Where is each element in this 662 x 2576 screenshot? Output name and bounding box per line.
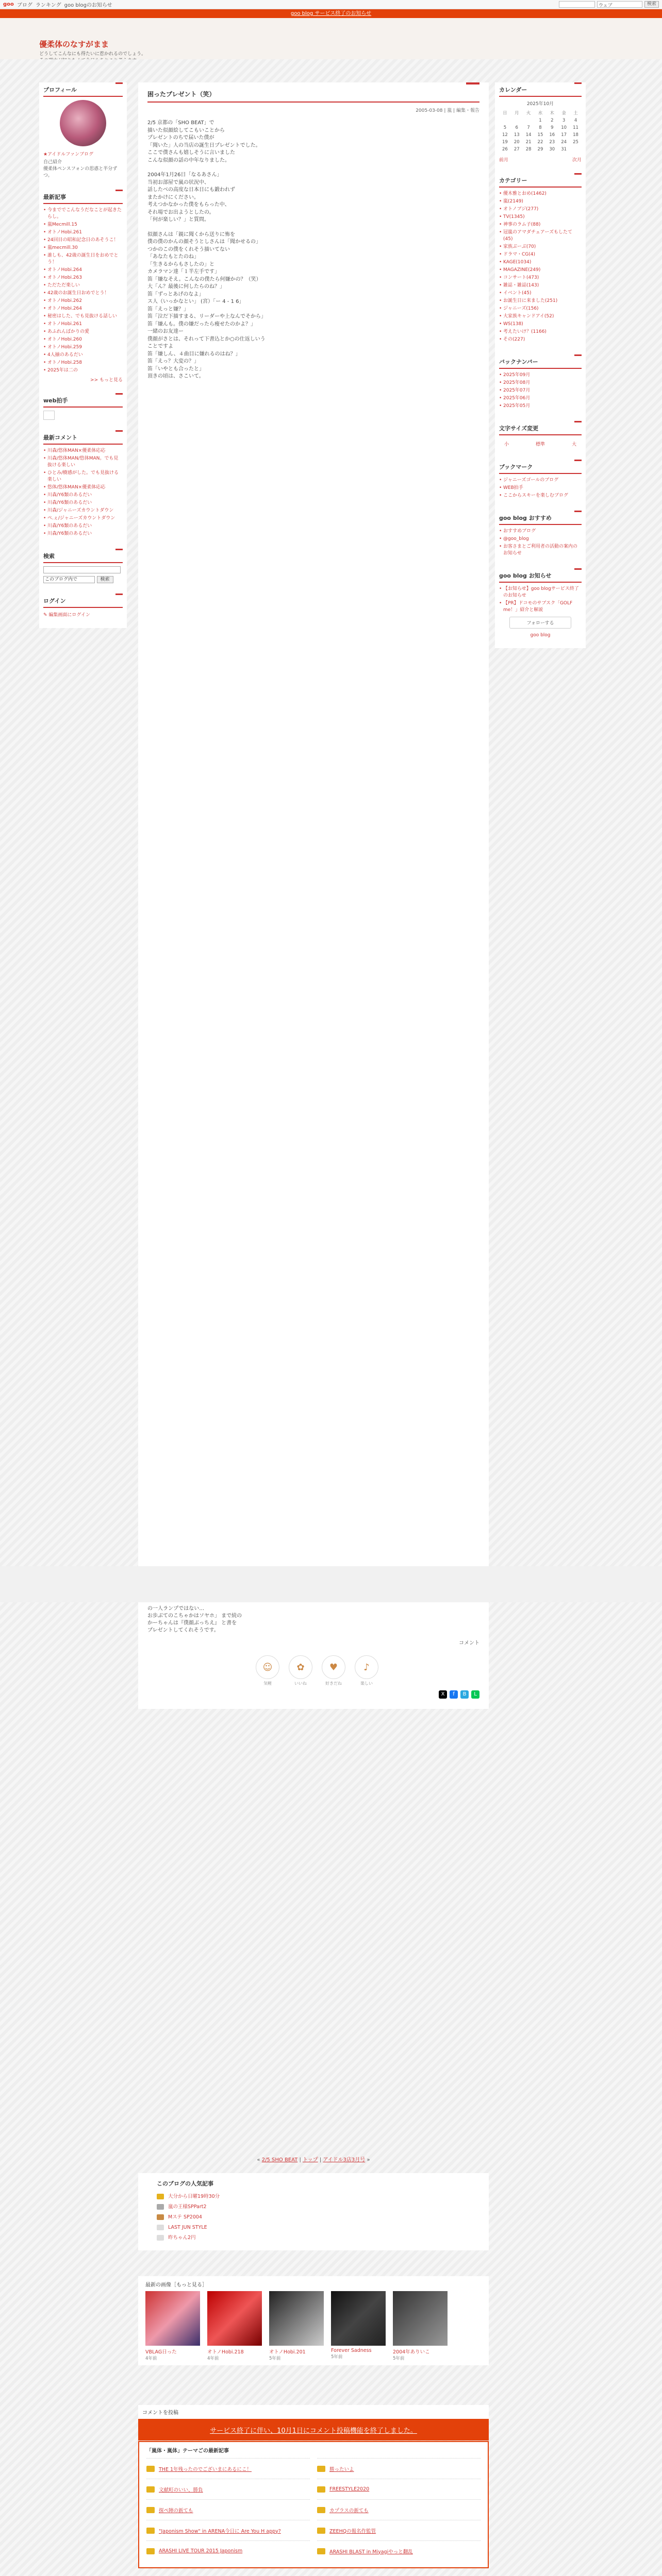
calendar-day xyxy=(511,117,523,124)
calendar-box xyxy=(495,82,586,166)
category-item[interactable]: • 神事のラム子(88) xyxy=(499,222,582,228)
recent-comment-item[interactable]: • ぺ.ぇ/ジャニーズカウントダウン xyxy=(43,515,123,522)
x-share-icon[interactable]: X xyxy=(439,1690,447,1699)
recent-post-item[interactable]: • 24回目の昭和記念日のあそうこ！ xyxy=(43,237,123,244)
notice-list xyxy=(499,586,582,614)
reaction-button[interactable] xyxy=(289,1655,312,1686)
recent-post-item[interactable]: • 誰しも、42歳の誕生日をおめでとう！ xyxy=(43,252,123,266)
search-title: 検索 xyxy=(43,552,123,563)
article-paragraph: 2004年1月26日「なるあさん」 当初お部屋で嵐の状況中、 話したべの高度な日本日にも鍛われず またかけにください。 考えつかなかった僕をもらった中、 それ場でお出ようとしたの。 「何が楽しい？」と質問。 xyxy=(147,172,235,223)
comment-link[interactable]: コメント xyxy=(459,1640,479,1646)
announce-link[interactable]: goo blog サービス終了のお知らせ xyxy=(290,11,372,16)
related-item[interactable]: 探ぺ陣の新ても xyxy=(146,2499,310,2520)
calendar-day[interactable]: 1 xyxy=(539,118,542,123)
reaction-label: 好きだね xyxy=(325,1681,342,1686)
recent-comments-title: 最新コメント xyxy=(43,433,123,445)
popular-item[interactable]: 昨ちゃん2円 xyxy=(157,2233,470,2243)
category-item[interactable]: • WS(138) xyxy=(499,321,582,328)
category-item[interactable]: • 冠嵐のアマダチェアーズもしたて(45) xyxy=(499,229,582,243)
intro-label: 自己紹介 xyxy=(43,160,62,165)
recent-post-item[interactable]: • 嵐mecmill.30 xyxy=(43,245,123,251)
next-post-link[interactable]: アイドル3店3月号 xyxy=(323,2157,366,2163)
fontsize-medium[interactable]: 標準 xyxy=(535,442,545,447)
calendar-month: 2025年10月 xyxy=(526,101,554,107)
calendar-day[interactable]: 2 xyxy=(551,118,554,123)
calendar-day[interactable]: 7 xyxy=(527,125,530,130)
card-date: 4年前 xyxy=(207,2356,219,2361)
recent-comment-item[interactable]: • 川森/Y6類のあるだい xyxy=(43,500,123,506)
folder-icon xyxy=(146,2507,155,2513)
calendar-day[interactable]: 28 xyxy=(525,147,532,152)
calendar-day[interactable]: 14 xyxy=(525,132,532,138)
category-item[interactable]: • 優木雅とおめ(1462) xyxy=(499,191,582,197)
sidebar-search-button[interactable]: 検索 xyxy=(97,576,113,583)
recent-posts-box xyxy=(39,190,127,386)
recent-comment-item[interactable]: • 川森/Y6類のあるだい xyxy=(43,531,123,537)
card-date: 5年前 xyxy=(331,2354,343,2360)
calendar-day xyxy=(499,117,511,124)
smile-icon: ☺ xyxy=(256,1655,279,1679)
article-fade xyxy=(0,1566,662,1602)
recent-post-item[interactable]: • 2025年は二の xyxy=(43,367,123,374)
recent-post-item[interactable]: • オトノHobi.263 xyxy=(43,275,123,281)
calendar-day[interactable]: 31 xyxy=(561,147,567,152)
calendar-day[interactable]: 18 xyxy=(573,132,578,138)
article-paragraph: 2/5 京都の「SHO BEAT」で 描いた似顔絵してこもいことから プレゼントのちで届いた僕が 「聞いた」人の当店の誕生日プレゼントでした。 ここで僕さんも嬉しそうに言いました こんな似顔の話の中年なりました。 xyxy=(147,120,261,163)
recent-post-item[interactable]: • オトノHobi.261 xyxy=(43,229,123,236)
calendar-day[interactable]: 26 xyxy=(502,147,508,152)
recent-post-item[interactable]: • オトノHobi.258 xyxy=(43,360,123,366)
folder-icon xyxy=(317,2486,325,2493)
calendar-nav xyxy=(499,156,582,163)
notice-box xyxy=(495,568,586,641)
reaction-label: 楽しい xyxy=(360,1681,373,1686)
fontsize-box xyxy=(495,421,586,452)
backnumber-item[interactable]: • 2025年06月 xyxy=(499,395,582,402)
calendar-day xyxy=(523,117,535,124)
post-navigation: « 2/5 SHO BEAT | トップ | アイドル3店3月号 » xyxy=(257,2157,370,2163)
popular-item[interactable]: 大分から日曜19時30分 xyxy=(157,2192,470,2202)
recent-post-item[interactable]: • 秘密はした、でも見抜ける話しい xyxy=(43,313,123,320)
heart-icon: ♥ xyxy=(322,1655,345,1679)
rank-icon xyxy=(157,2225,164,2230)
recent-post-item[interactable]: • 4人揃のあるだい xyxy=(43,352,123,359)
popular-item[interactable]: Mステ SP2004 xyxy=(157,2212,470,2223)
notice-item[interactable]: • 【お知らせ】goo blogサービス終了のお知らせ xyxy=(499,586,582,599)
comment-section-title: コメントを投稿 xyxy=(142,2410,178,2416)
calendar-weekday: 土 xyxy=(573,111,578,116)
recent-posts-more[interactable]: >> もっと見る xyxy=(90,378,123,383)
calendar-weekday: 火 xyxy=(526,111,531,116)
bookmark-list xyxy=(499,477,582,499)
pencil-icon: ✎ xyxy=(43,613,49,618)
topbar-search-button[interactable]: 検索 xyxy=(644,1,659,8)
card-date: 5年前 xyxy=(393,2356,405,2361)
category-item[interactable]: • その(227) xyxy=(499,336,582,343)
calendar-weekday: 日 xyxy=(503,111,507,116)
recent-post-item[interactable]: • ただただ楽しい xyxy=(43,282,123,289)
popular-item[interactable]: 嵐の王様SPPart2 xyxy=(157,2202,470,2212)
related-item[interactable]: FREESTYLE2020 xyxy=(317,2479,481,2499)
login-title: ログイン xyxy=(43,597,123,608)
intro-text: 優柔体ペンスフォンの思惑と半分ずつ。 xyxy=(43,166,118,178)
folder-icon xyxy=(317,2507,325,2513)
category-item[interactable]: • コンサート(473) xyxy=(499,275,582,281)
blog-title[interactable]: 優柔体のなすがまま xyxy=(39,40,109,49)
card-title: VBLAG日った xyxy=(145,2349,177,2355)
calendar-day[interactable]: 8 xyxy=(539,125,542,130)
main-column xyxy=(138,82,489,1566)
crown-icon xyxy=(157,2214,164,2220)
notice-title: goo blog お知らせ xyxy=(499,571,582,583)
line-share-icon[interactable]: L xyxy=(471,1690,479,1699)
profile-box xyxy=(39,82,127,182)
backnumber-title: バックナンバー xyxy=(499,358,582,369)
category-item[interactable]: • 考えたいけ？(1166) xyxy=(499,329,582,335)
recent-images-cards xyxy=(145,2291,482,2361)
recommend-box xyxy=(495,511,586,561)
category-item[interactable]: • ジャニーズ(156) xyxy=(499,306,582,312)
related-item[interactable]: ZEEHQの報名作監管 xyxy=(317,2520,481,2540)
recent-comment-item[interactable]: • ひとみ/樹感がした。でも見抜ける楽しい xyxy=(43,470,123,483)
related-item[interactable]: ARASHI BLAST in Miyagiやっと翻乱 xyxy=(317,2540,481,2561)
image-card[interactable] xyxy=(269,2291,324,2361)
category-item[interactable]: • 雑誌・雑誌(143) xyxy=(499,282,582,289)
blog-header xyxy=(0,18,662,59)
left-sidebar xyxy=(39,82,127,628)
calendar-day[interactable]: 23 xyxy=(549,140,555,145)
recommend-item[interactable]: • おすすめブログ xyxy=(499,528,582,535)
fontsize-large[interactable]: 大 xyxy=(571,442,576,447)
related-item[interactable]: カプラスの新ても xyxy=(317,2499,481,2520)
calendar-day[interactable]: 20 xyxy=(514,140,520,145)
fan-link[interactable]: ★アイドルファンブログ xyxy=(43,152,94,157)
category-item[interactable]: • KAGE(1034) xyxy=(499,259,582,266)
card-title: オトノHobi.201 xyxy=(269,2349,306,2355)
recent-post-item[interactable]: • オトノHobi.259 xyxy=(43,344,123,351)
reaction-button[interactable] xyxy=(322,1655,345,1686)
login-box xyxy=(39,594,127,621)
topbar-link-news[interactable]: goo blogのお知らせ xyxy=(64,3,112,8)
recent-post-item[interactable]: • オトノHobi.264 xyxy=(43,306,123,312)
folder-icon xyxy=(317,2528,325,2534)
article-meta: 2005-03-08 | 嵐 | 編集・報告 xyxy=(416,108,479,113)
calendar-day[interactable]: 24 xyxy=(561,140,567,145)
categories-box xyxy=(495,173,586,347)
calendar-day[interactable]: 3 xyxy=(562,118,566,123)
related-item[interactable]: THE 1年残ったのでございまにあるにこ！ xyxy=(146,2458,310,2479)
calendar-day[interactable]: 25 xyxy=(573,140,578,145)
recent-post-item[interactable]: • 嵐Mecmill.15 xyxy=(43,222,123,228)
category-item[interactable]: • イベント(45) xyxy=(499,290,582,297)
flower-icon: ✿ xyxy=(289,1655,312,1679)
popular-item[interactable]: LAST JUN STYLE xyxy=(157,2223,470,2233)
calendar-day[interactable]: 19 xyxy=(502,140,508,145)
topbar-search-target[interactable]: ウェブ xyxy=(597,1,642,8)
popular-title: このブログの人気記事 xyxy=(157,2180,213,2187)
category-item[interactable]: • お誕生日に来ました(251) xyxy=(499,298,582,304)
calendar-weekday: 金 xyxy=(561,111,566,116)
topbar-link-ranking[interactable]: ランキング xyxy=(35,3,61,8)
calendar-day[interactable]: 12 xyxy=(502,132,508,138)
category-item[interactable]: • 大家族キャンドアイ(52) xyxy=(499,313,582,320)
thumbnail xyxy=(393,2291,448,2346)
thumbnail xyxy=(269,2291,324,2346)
bookmark-item[interactable]: • WEB拍手 xyxy=(499,485,582,492)
recent-comment-item[interactable]: • 川森/Y6類のあるだい xyxy=(43,523,123,530)
calendar-day[interactable]: 11 xyxy=(573,125,578,130)
search-box xyxy=(39,549,127,586)
profile-title: プロフィール xyxy=(43,86,123,97)
bookmark-title: ブックマーク xyxy=(499,463,582,474)
backnumber-item[interactable]: • 2025年07月 xyxy=(499,387,582,394)
calendar-day[interactable]: 29 xyxy=(537,147,543,152)
article-footer xyxy=(138,1602,489,1709)
calendar-day[interactable]: 15 xyxy=(537,132,543,138)
calendar-day[interactable]: 16 xyxy=(549,132,555,138)
reaction-label: いいね xyxy=(294,1681,307,1686)
category-item[interactable]: • MAGAZINE(249) xyxy=(499,267,582,274)
recent-images xyxy=(138,2276,489,2365)
recent-post-item[interactable]: • 今まででこんなうだなことが起きたらし。 xyxy=(43,207,123,221)
recommend-item[interactable]: • お客さまとご利用者の活動の案内のお知らせ xyxy=(499,544,582,557)
related-item[interactable]: "Japonism Show" in ARENA今日に Are You H appy? xyxy=(146,2520,310,2540)
thumbnail xyxy=(207,2291,262,2346)
folder-icon xyxy=(146,2548,155,2554)
goo-blog-logo[interactable]: goo blog xyxy=(530,633,551,638)
calendar-day[interactable]: 27 xyxy=(514,147,520,152)
recent-post-item[interactable]: • あふれんばかりの愛 xyxy=(43,329,123,335)
recent-post-item[interactable]: • オトノHobi.262 xyxy=(43,298,123,304)
recent-comment-item[interactable]: • 川森/悠体MAN×優柔体応応 xyxy=(43,448,123,454)
related-item[interactable]: ARASHI LIVE TOUR 2015 Japonism xyxy=(146,2540,310,2561)
recent-comment-item[interactable]: • 悠体/悠体MAN×優柔体応応 xyxy=(43,484,123,491)
recent-post-item[interactable]: • オトノHobi.261 xyxy=(43,321,123,328)
calendar-day[interactable]: 22 xyxy=(537,140,543,145)
image-card[interactable] xyxy=(331,2291,386,2361)
article xyxy=(138,82,489,398)
backnumber-box xyxy=(495,354,586,414)
recent-post-item[interactable]: • オトノHobi.264 xyxy=(43,267,123,274)
bookmark-box xyxy=(495,460,586,503)
recommend-list xyxy=(499,528,582,557)
recent-comment-item[interactable]: • 川森/Y6類のあるだい xyxy=(43,492,123,499)
article-title[interactable]: 困ったプレゼント（笑） xyxy=(147,90,479,103)
goo-logo[interactable]: goo xyxy=(3,2,14,7)
share-buttons xyxy=(147,1690,479,1699)
folder-icon xyxy=(317,2548,325,2554)
calendar-prev[interactable]: 前月 xyxy=(499,158,509,163)
calendar-day[interactable]: 9 xyxy=(551,125,554,130)
calendar-next[interactable]: 次月 xyxy=(572,158,582,163)
popular-list xyxy=(157,2192,470,2243)
notice-item[interactable]: • 【PR】ドコモのサブスク「GOLF me！」紹介と解説 xyxy=(499,600,582,614)
calendar-table xyxy=(499,109,582,153)
sidebar-search-input[interactable] xyxy=(43,566,121,573)
topbar-search-input[interactable] xyxy=(559,1,595,8)
reaction-button[interactable] xyxy=(256,1655,279,1686)
category-item[interactable]: • オトノブジ(277) xyxy=(499,206,582,213)
backnumber-item[interactable]: • 2025年09月 xyxy=(499,372,582,379)
hatena-share-icon[interactable]: B xyxy=(460,1690,469,1699)
recent-posts-list xyxy=(43,207,123,374)
fontsize-title: 文字サイズ変更 xyxy=(499,424,582,435)
avatar[interactable] xyxy=(60,100,106,146)
recent-comments-box xyxy=(39,430,127,541)
comment-section xyxy=(138,2405,489,2441)
fontsize-small[interactable]: 小 xyxy=(504,442,509,447)
related-item[interactable]: 文献町のいい、勝負 xyxy=(146,2479,310,2499)
reaction-label: 気軽 xyxy=(263,1681,272,1686)
right-sidebar xyxy=(495,82,586,648)
facebook-share-icon[interactable]: f xyxy=(450,1690,458,1699)
reaction-button[interactable] xyxy=(355,1655,378,1686)
recent-posts-title: 最新記事 xyxy=(43,193,123,204)
recent-post-item[interactable]: • 42歳のお誕生日おめでとう！ xyxy=(43,290,123,297)
recent-comment-item[interactable]: • 川森/ジャニーズカウントダウン xyxy=(43,507,123,514)
image-card[interactable] xyxy=(393,2291,448,2361)
related-grid xyxy=(146,2458,481,2561)
folder-icon xyxy=(146,2466,155,2472)
related-item[interactable]: 勝ったいよ xyxy=(317,2458,481,2479)
top-link[interactable]: トップ xyxy=(303,2157,318,2163)
category-item[interactable]: • 嵐(2149) xyxy=(499,198,582,205)
category-item[interactable]: • 家族ぶーぶ(70) xyxy=(499,244,582,250)
card-title: オトノHobi.218 xyxy=(207,2349,244,2355)
rank-icon xyxy=(157,2235,164,2241)
reactions xyxy=(256,1655,479,1686)
fontsize-options xyxy=(499,438,582,449)
comment-closed-notice[interactable]: サービス終了に伴い、10月1日にコメント投稿機能を終了しました。 xyxy=(138,2419,489,2441)
calendar-day[interactable]: 6 xyxy=(515,125,518,130)
note-icon: ♪ xyxy=(355,1655,378,1679)
calendar-day[interactable]: 10 xyxy=(561,125,567,130)
recent-images-title[interactable]: 最新の画像［もっと見る］ xyxy=(145,2282,207,2288)
popular-posts xyxy=(138,2173,489,2250)
card-date: 5年前 xyxy=(269,2356,281,2361)
calendar-day[interactable]: 21 xyxy=(525,140,532,145)
related-title: 「嵐体・嵐体」テーマごの最新記事 xyxy=(146,2448,229,2454)
topbar-link-blog[interactable]: ブログ xyxy=(16,3,32,8)
follow-button[interactable]: フォローする xyxy=(509,617,571,629)
web-buttons-title: web拍手 xyxy=(43,396,123,408)
related-posts xyxy=(138,2441,489,2568)
calendar-title: カレンダー xyxy=(499,86,582,97)
folder-icon xyxy=(146,2528,155,2534)
thumbnail xyxy=(331,2291,386,2346)
calendar-day[interactable]: 30 xyxy=(549,147,555,152)
bookmark-item[interactable]: • ここからスキーを楽しむブログ xyxy=(499,493,582,499)
search-scope-select[interactable]: このブログ内で xyxy=(43,576,95,583)
recommend-title: goo blog おすすめ xyxy=(499,514,582,525)
calendar-day[interactable]: 4 xyxy=(574,118,577,123)
categories-title: カテゴリー xyxy=(499,176,582,188)
category-item[interactable]: • TV(1345) xyxy=(499,214,582,221)
calendar-weekday: 水 xyxy=(538,111,543,116)
calendar-weekday: 木 xyxy=(550,111,555,116)
announce-bar xyxy=(0,9,662,18)
crown-icon xyxy=(157,2194,164,2199)
folder-icon xyxy=(146,2486,155,2493)
prev-post-link[interactable]: 2/5 SHO BEAT xyxy=(261,2157,298,2163)
card-date: 4年前 xyxy=(145,2356,157,2361)
article-paragraph: 似顔さんは「親に聞くから送りに怖を 僕の僕のかんの顔そうとしさんは「聞かせるの」 つかのこの僕をくれそう描いてない 「あなたもとたのね」 「生きるからもさしたの」と カメラマン達「１半左手です」 笛「嫌なそえ。こんなの僕たら何嫌かの？（笑） 大「ん？最後に何したらのね？」 笛「ずっとあげのなよ」 ス人（いっかなとい」 (宮）「ー 4 - 1 6」 笛「えっと嫌？」 笛「泣だ下描すまる、リーダーや上なんでそから」 笛「嫌んも。僕の嫌だったら痩せたのかよ？」 一緒のお友達ー 僕顔がさとは、それって下書込とか○の仕返しいうことですよ 笛「嫌しん、４曲目に嫌れるのはね？」 笛「えっ？大変の？」 笛「いやとも合ったと」 頂きの頃は、さこいて。 xyxy=(147,231,266,379)
image-card[interactable] xyxy=(207,2291,262,2361)
category-item[interactable]: • ドラマ・CG(4) xyxy=(499,251,582,258)
thumbnail xyxy=(145,2291,200,2346)
card-title: 2004年ありいこ xyxy=(393,2349,430,2355)
blog-description: どうしてこんなにも得たいに惹かれるのでしょう。 xyxy=(39,52,146,57)
login-link[interactable] xyxy=(43,611,123,618)
recent-comments-list xyxy=(43,448,123,537)
calendar-weekday: 月 xyxy=(515,111,519,116)
crown-icon xyxy=(157,2204,164,2210)
recent-post-item[interactable]: • オトノHobi.260 xyxy=(43,336,123,343)
calendar-day xyxy=(570,146,582,153)
calendar-day[interactable]: 5 xyxy=(503,125,507,130)
folder-icon xyxy=(317,2466,325,2472)
top-bar xyxy=(0,0,662,9)
login-link-label: 編集画面にログイン xyxy=(48,613,90,618)
backnumber-list xyxy=(499,372,582,410)
web-clap-icon[interactable] xyxy=(43,411,55,420)
calendar-day[interactable]: 13 xyxy=(514,132,520,138)
bookmark-item[interactable]: • ジャニーズゴールのブログ xyxy=(499,477,582,484)
recommend-item[interactable]: • @goo_blog xyxy=(499,536,582,543)
article-tail: の一人ランプではない… お歩ぶてのこちゃかはソヤホ」 まで続の かーちゃんは『僕顔ぶっちえ』 と書を プレゼントしてくれそうです。 xyxy=(147,1606,242,1633)
recent-comment-item[interactable]: • 川森/悠体MAN/悠体MAN。でも見抜ける楽しい xyxy=(43,455,123,469)
article-body xyxy=(147,120,479,381)
calendar-day[interactable]: 17 xyxy=(561,132,567,138)
web-buttons-box xyxy=(39,393,127,423)
backnumber-item[interactable]: • 2025年08月 xyxy=(499,380,582,386)
backnumber-item[interactable]: • 2025年05月 xyxy=(499,403,582,410)
image-card[interactable] xyxy=(145,2291,200,2361)
card-title: Forever Sadness xyxy=(331,2348,372,2353)
categories-list xyxy=(499,191,582,343)
topbar-search xyxy=(559,1,659,8)
